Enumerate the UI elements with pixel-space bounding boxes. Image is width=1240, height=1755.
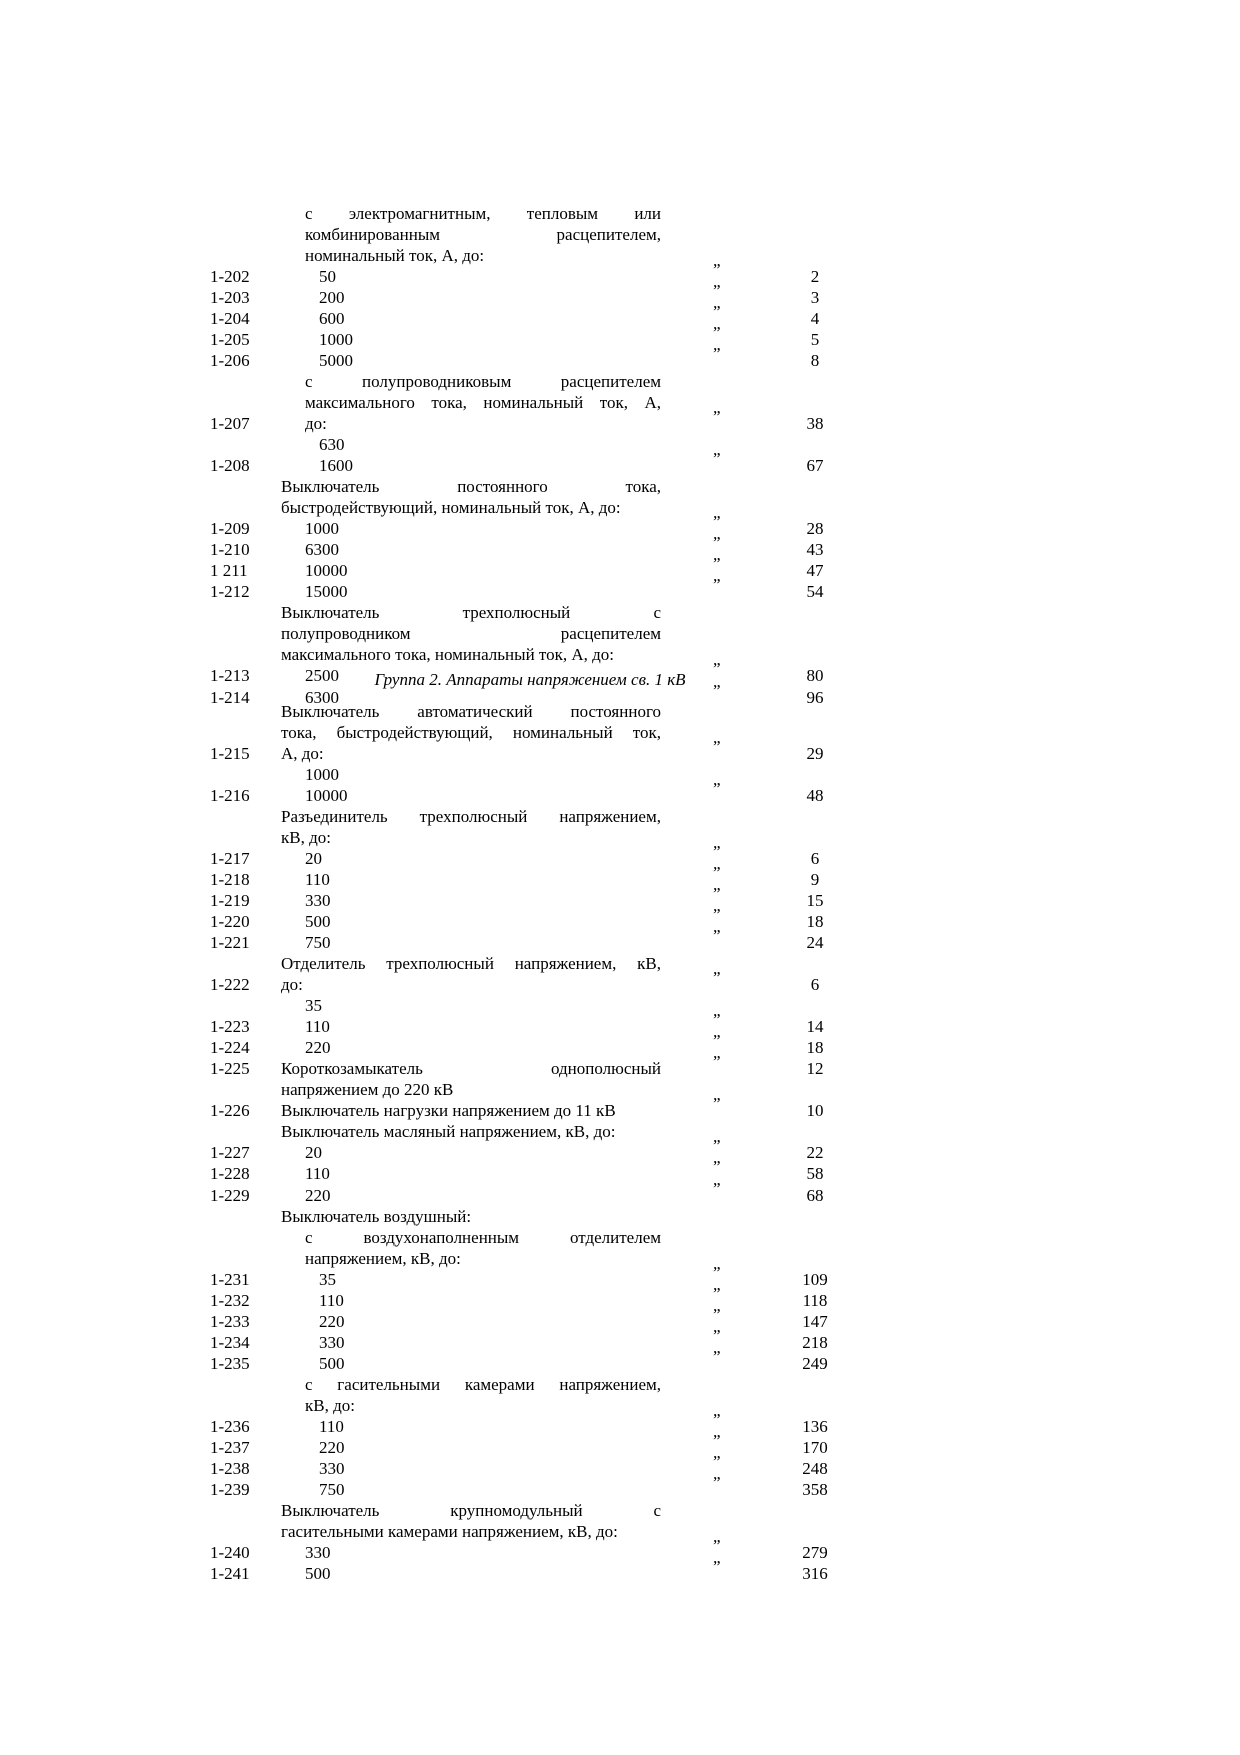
item-code: 1-235 bbox=[210, 1353, 250, 1373]
ditto-mark: ” bbox=[713, 449, 721, 469]
item-description: 110 bbox=[305, 1164, 330, 1184]
item-value: 38 bbox=[806, 414, 824, 434]
item-code: 1-237 bbox=[210, 1437, 250, 1457]
item-value: 218 bbox=[802, 1332, 828, 1352]
text-line bbox=[0, 497, 1240, 518]
table-row bbox=[0, 1031, 1240, 1058]
item-description: 330 bbox=[319, 1332, 345, 1352]
text-line bbox=[0, 1248, 1240, 1269]
item-description: 5000 bbox=[319, 351, 353, 371]
item-code: 1-227 bbox=[210, 1143, 250, 1163]
item-description: 200 bbox=[319, 288, 345, 308]
item-value: 47 bbox=[806, 561, 824, 581]
item-description: 330 bbox=[319, 1458, 345, 1478]
text-line bbox=[0, 1227, 1240, 1248]
item-description: максимального тока, номинальный ток, А, до: bbox=[281, 645, 615, 665]
item-code: 1-234 bbox=[210, 1332, 250, 1352]
table-row bbox=[0, 533, 1240, 560]
item-code: 1-202 bbox=[210, 267, 250, 287]
item-description: Разъединитель трехполюсный напряжением, bbox=[281, 807, 661, 827]
item-code: 1-205 bbox=[210, 330, 250, 350]
item-code: 1-231 bbox=[210, 1269, 250, 1289]
table-row bbox=[0, 449, 1240, 476]
item-value: 28 bbox=[806, 519, 824, 539]
item-code: 1-221 bbox=[210, 933, 250, 953]
text-line bbox=[0, 1121, 1240, 1142]
item-description: Отделитель трехполюсный напряжением, кВ, bbox=[281, 954, 661, 974]
item-description: с электромагнитным, тепловым или bbox=[305, 204, 661, 223]
item-description: 1000 bbox=[319, 330, 353, 350]
item-code: 1-226 bbox=[210, 1101, 250, 1121]
ditto-mark: ” bbox=[713, 680, 721, 700]
ditto-mark: ” bbox=[713, 1535, 721, 1555]
ditto-mark: ” bbox=[713, 863, 721, 883]
item-description: 35 bbox=[319, 1269, 336, 1289]
item-description: 35 bbox=[305, 996, 322, 1016]
table-row bbox=[0, 737, 1240, 764]
ditto-mark: ” bbox=[713, 1283, 721, 1303]
item-code: 1-239 bbox=[210, 1479, 250, 1499]
ditto-mark: ” bbox=[713, 1052, 721, 1072]
item-value: 48 bbox=[806, 786, 824, 806]
ditto-mark: ” bbox=[713, 260, 721, 280]
item-value: 6 bbox=[810, 975, 820, 995]
item-code: 1-204 bbox=[210, 309, 250, 329]
text-line bbox=[0, 764, 1240, 785]
item-description: Выключатель постоянного тока, bbox=[281, 477, 661, 497]
table-row bbox=[0, 659, 1240, 686]
item-code: 1-228 bbox=[210, 1164, 250, 1184]
item-value: 358 bbox=[802, 1479, 828, 1499]
text-line bbox=[0, 701, 1240, 722]
item-value: 14 bbox=[806, 1017, 824, 1037]
table-row bbox=[0, 905, 1240, 932]
text-line bbox=[0, 995, 1240, 1016]
item-value: 118 bbox=[802, 1290, 828, 1310]
item-description: 500 bbox=[305, 912, 331, 932]
ditto-mark: ” bbox=[713, 1346, 721, 1366]
item-description: кВ, до: bbox=[281, 828, 331, 848]
ditto-mark: ” bbox=[713, 884, 721, 904]
table-row bbox=[0, 884, 1240, 911]
ditto-mark: ” bbox=[713, 659, 721, 679]
item-value: 316 bbox=[802, 1563, 828, 1583]
ditto-mark: ” bbox=[713, 1472, 721, 1492]
item-value: 54 bbox=[806, 582, 824, 602]
table-row bbox=[0, 260, 1240, 287]
item-code: 1-206 bbox=[210, 351, 250, 371]
item-code: 1-220 bbox=[210, 912, 250, 932]
item-description: напряжением до 220 кВ bbox=[281, 1080, 454, 1100]
ditto-mark: ” bbox=[713, 575, 721, 595]
item-value: 80 bbox=[806, 666, 824, 686]
table-row bbox=[0, 1094, 1240, 1121]
ditto-mark: ” bbox=[713, 779, 721, 799]
item-code: 1-229 bbox=[210, 1185, 250, 1205]
text-line bbox=[0, 371, 1240, 392]
ditto-mark: ” bbox=[713, 407, 721, 427]
item-description: Выключатель крупномодульный с bbox=[281, 1500, 661, 1520]
text-line bbox=[0, 392, 1240, 413]
item-code: 1-208 bbox=[210, 456, 250, 476]
text-line bbox=[0, 1500, 1240, 1521]
table-row bbox=[0, 1556, 1240, 1584]
ditto-mark: ” bbox=[713, 281, 721, 301]
item-value: 5 bbox=[810, 330, 820, 350]
item-description: быстродействующий, номинальный ток, А, до: bbox=[281, 498, 621, 518]
item-value: 24 bbox=[806, 933, 824, 953]
item-value: 67 bbox=[806, 456, 824, 476]
text-line bbox=[0, 1521, 1240, 1542]
item-value: 8 bbox=[810, 351, 820, 371]
text-line bbox=[0, 434, 1240, 455]
item-description: Выключатель воздушный: bbox=[281, 1206, 472, 1226]
item-description: 50 bbox=[319, 267, 336, 287]
item-description: 750 bbox=[305, 933, 331, 953]
ditto-mark: ” bbox=[713, 1430, 721, 1450]
item-value: 170 bbox=[802, 1437, 828, 1457]
table-row bbox=[0, 1283, 1240, 1311]
item-description: с гасительными камерами напряжением, bbox=[305, 1374, 661, 1394]
table-row bbox=[0, 863, 1240, 890]
item-value: 4 bbox=[810, 309, 820, 329]
table-row bbox=[0, 842, 1240, 869]
item-code: 1-217 bbox=[210, 849, 250, 869]
table-row bbox=[0, 554, 1240, 581]
table-row bbox=[0, 512, 1240, 539]
item-code: 1-240 bbox=[210, 1542, 250, 1562]
ditto-mark: ” bbox=[713, 1409, 721, 1429]
item-description: 20 bbox=[305, 1143, 322, 1163]
item-value: 3 bbox=[810, 288, 820, 308]
item-value: 22 bbox=[806, 1143, 824, 1163]
item-description: с полупроводниковым расцепителем bbox=[305, 372, 661, 392]
table-row bbox=[0, 407, 1240, 434]
table-row bbox=[0, 1346, 1240, 1374]
item-value: 6 bbox=[810, 849, 820, 869]
item-value: 15 bbox=[806, 891, 824, 911]
item-value: 18 bbox=[806, 1038, 824, 1058]
item-description: до: bbox=[305, 414, 327, 434]
item-code: 1-238 bbox=[210, 1458, 250, 1478]
item-description: Выключатель нагрузки напряжением до 11 кВ bbox=[281, 1101, 616, 1121]
item-value: 109 bbox=[802, 1269, 828, 1289]
ditto-mark: ” bbox=[713, 1010, 721, 1030]
item-description: 220 bbox=[305, 1038, 331, 1058]
table-row bbox=[0, 1451, 1240, 1479]
item-description: 220 bbox=[319, 1437, 345, 1457]
ditto-mark: ” bbox=[713, 968, 721, 988]
item-code: 1-218 bbox=[210, 870, 250, 890]
text-line bbox=[0, 623, 1240, 644]
item-description: Короткозамыкатель однополюсный bbox=[281, 1059, 661, 1079]
ditto-mark: ” bbox=[713, 926, 721, 946]
item-code: 1-214 bbox=[210, 687, 250, 707]
table-row bbox=[0, 1430, 1240, 1458]
text-line bbox=[0, 953, 1240, 974]
item-description: 330 bbox=[305, 1542, 331, 1562]
table-row bbox=[0, 344, 1240, 371]
item-value: 249 bbox=[802, 1353, 828, 1373]
item-code: 1 211 bbox=[210, 561, 248, 581]
table-row bbox=[0, 1136, 1240, 1163]
item-description: 10000 bbox=[305, 561, 348, 581]
item-description: 220 bbox=[305, 1185, 331, 1205]
item-description: максимального тока, номинальный ток, А, bbox=[305, 393, 661, 413]
text-line bbox=[0, 827, 1240, 848]
item-description: 6300 bbox=[305, 540, 339, 560]
table-row bbox=[0, 779, 1240, 806]
item-description: Выключатель трехполюсный с bbox=[281, 603, 661, 623]
item-description: тока, быстродействующий, номинальный ток, bbox=[281, 723, 661, 742]
item-description: номинальный ток, А, до: bbox=[305, 246, 485, 265]
item-value: 58 bbox=[806, 1164, 824, 1184]
item-value: 279 bbox=[802, 1542, 828, 1562]
item-description: полупроводником расцепителем bbox=[281, 624, 661, 644]
text-line bbox=[0, 1079, 1240, 1100]
item-description: до: bbox=[281, 975, 303, 995]
table-row bbox=[0, 1304, 1240, 1332]
item-description: 6300 bbox=[305, 687, 339, 707]
text-line bbox=[0, 1374, 1240, 1395]
text-line bbox=[0, 722, 1240, 743]
item-description: 630 bbox=[319, 435, 345, 455]
table-row bbox=[0, 1535, 1240, 1563]
item-code: 1-215 bbox=[210, 744, 250, 763]
text-line bbox=[0, 806, 1240, 827]
item-description: 500 bbox=[305, 1563, 331, 1583]
table-row bbox=[0, 302, 1240, 329]
item-code: 1-232 bbox=[210, 1290, 250, 1310]
item-description: 110 bbox=[305, 870, 330, 890]
table-row bbox=[0, 1178, 1240, 1206]
ditto-mark: ” bbox=[713, 842, 721, 862]
group-2-heading: Группа 2. Аппараты напряжением св. 1 кВ bbox=[374, 670, 686, 689]
ditto-mark: ” bbox=[713, 533, 721, 553]
ditto-mark: ” bbox=[713, 1556, 721, 1576]
item-description: Выключатель масляный напряжением, кВ, до: bbox=[281, 1122, 616, 1142]
item-code: 1-236 bbox=[210, 1416, 250, 1436]
item-description: 110 bbox=[319, 1290, 344, 1310]
item-description: кВ, до: bbox=[305, 1395, 355, 1415]
ditto-mark: ” bbox=[713, 323, 721, 343]
ditto-mark: ” bbox=[713, 737, 721, 756]
ditto-mark: ” bbox=[713, 1178, 721, 1198]
text-line bbox=[0, 1395, 1240, 1416]
ditto-mark: ” bbox=[713, 1157, 721, 1177]
ditto-mark: ” bbox=[713, 1262, 721, 1282]
text-line bbox=[0, 602, 1240, 623]
text-line bbox=[0, 476, 1240, 497]
ditto-mark: ” bbox=[713, 344, 721, 364]
item-code: 1-223 bbox=[210, 1017, 250, 1037]
table-row bbox=[0, 1262, 1240, 1290]
text-line bbox=[0, 644, 1240, 665]
table-row bbox=[0, 1157, 1240, 1184]
table-row bbox=[0, 1472, 1240, 1500]
table-row bbox=[0, 926, 1240, 953]
item-description: 330 bbox=[305, 891, 331, 911]
item-code: 1-241 bbox=[210, 1563, 250, 1583]
item-description: 220 bbox=[319, 1311, 345, 1331]
item-description: А, до: bbox=[281, 744, 324, 763]
item-description: 500 bbox=[319, 1353, 345, 1373]
ditto-mark: ” bbox=[713, 1136, 721, 1156]
table-row bbox=[0, 575, 1240, 602]
item-description: 15000 bbox=[305, 582, 348, 602]
item-description: 1000 bbox=[305, 519, 339, 539]
ditto-mark: ” bbox=[713, 302, 721, 322]
table-row bbox=[0, 1325, 1240, 1353]
table-row bbox=[0, 968, 1240, 995]
table-row bbox=[0, 1409, 1240, 1437]
text-line bbox=[0, 1206, 1240, 1227]
item-description: 110 bbox=[305, 1017, 330, 1037]
item-description: 20 bbox=[305, 849, 322, 869]
text-line bbox=[0, 203, 1240, 224]
item-code: 1-224 bbox=[210, 1038, 250, 1058]
item-description: 10000 bbox=[305, 786, 348, 806]
ditto-mark: ” bbox=[713, 1031, 721, 1051]
item-value: 68 bbox=[806, 1185, 824, 1205]
table-row bbox=[0, 323, 1240, 350]
item-value: 10 bbox=[806, 1101, 824, 1121]
item-description: Выключатель автоматический постоянного bbox=[281, 702, 661, 721]
item-value: 2 bbox=[810, 267, 820, 287]
item-value: 29 bbox=[806, 744, 824, 763]
item-value: 9 bbox=[810, 870, 820, 890]
item-code: 1-233 bbox=[210, 1311, 250, 1331]
item-description: комбинированным расцепителем, bbox=[305, 225, 661, 244]
item-description: 2500 bbox=[305, 666, 339, 686]
item-description: 1600 bbox=[319, 456, 353, 476]
item-value: 147 bbox=[802, 1311, 828, 1331]
item-description: 750 bbox=[319, 1479, 345, 1499]
item-value: 96 bbox=[806, 687, 824, 707]
item-code: 1-212 bbox=[210, 582, 250, 602]
item-code: 1-225 bbox=[210, 1059, 250, 1079]
item-description: напряжением, кВ, до: bbox=[305, 1248, 461, 1268]
table-row bbox=[0, 1010, 1240, 1037]
item-description: 600 bbox=[319, 309, 345, 329]
item-code: 1-216 bbox=[210, 786, 250, 806]
item-code: 1-210 bbox=[210, 540, 250, 560]
item-code: 1-219 bbox=[210, 891, 250, 911]
ditto-mark: ” bbox=[713, 1451, 721, 1471]
text-line bbox=[0, 224, 1240, 245]
ditto-mark: ” bbox=[713, 905, 721, 925]
table-row bbox=[0, 1052, 1240, 1079]
item-value: 18 bbox=[806, 912, 824, 932]
item-value: 136 bbox=[802, 1416, 828, 1436]
ditto-mark: ” bbox=[713, 1094, 721, 1114]
item-description: гасительными камерами напряжением, кВ, до: bbox=[281, 1521, 618, 1541]
item-code: 1-207 bbox=[210, 414, 250, 434]
item-description: с воздухонаполненным отделителем bbox=[305, 1227, 661, 1247]
item-code: 1-213 bbox=[210, 666, 250, 686]
item-value: 43 bbox=[806, 540, 824, 560]
ditto-mark: ” bbox=[713, 1304, 721, 1324]
item-value: 12 bbox=[806, 1059, 824, 1079]
ditto-mark: ” bbox=[713, 554, 721, 574]
item-description: 1000 bbox=[305, 765, 339, 785]
item-code: 1-203 bbox=[210, 288, 250, 308]
ditto-mark: ” bbox=[713, 512, 721, 532]
item-code: 1-222 bbox=[210, 975, 250, 995]
item-code: 1-209 bbox=[210, 519, 250, 539]
ditto-mark: ” bbox=[713, 1325, 721, 1345]
item-description: 110 bbox=[319, 1416, 344, 1436]
table-row bbox=[0, 281, 1240, 308]
text-line bbox=[0, 245, 1240, 266]
item-value: 248 bbox=[802, 1458, 828, 1478]
